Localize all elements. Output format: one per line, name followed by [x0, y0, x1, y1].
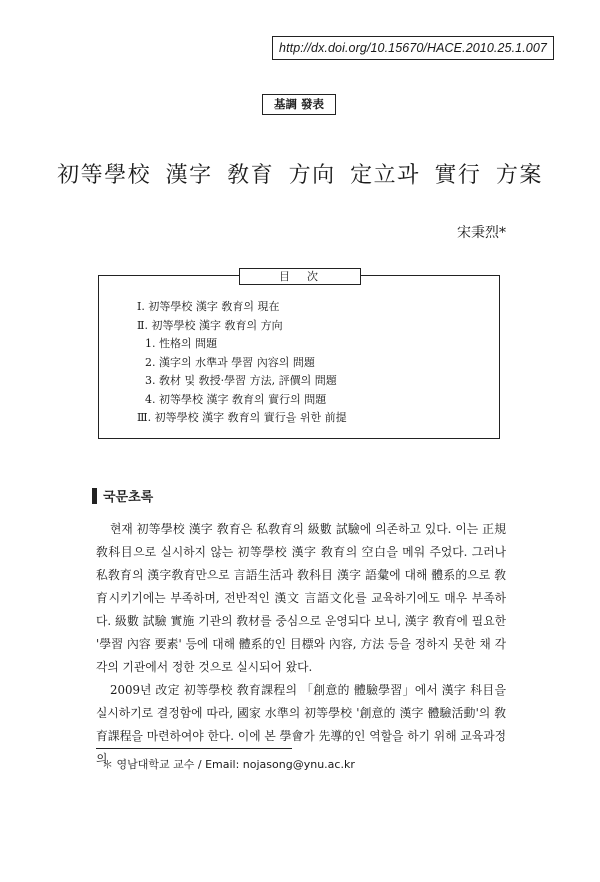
paper-title: 初等學校 漢字 敎育 方向 定立과 實行 方案 [57, 163, 543, 188]
article-type-label: 基調 發表 [262, 94, 336, 115]
abstract-heading [92, 486, 153, 505]
author-footnote: ＊ 영남대학교 교수 / Email: nojasong@ynu.ac.kr [102, 758, 355, 771]
toc-list [137, 298, 347, 428]
heading-bar-marker [92, 488, 97, 504]
toc-subitem: 4. 初等學校 漢字 敎育의 實行의 問題 [145, 392, 327, 406]
abstract-body [96, 518, 506, 771]
toc-subitem: 3. 敎材 및 敎授·學習 方法, 評價의 問題 [145, 374, 337, 387]
toc-subitem: 2. 漢字의 水準과 學習 內容의 問題 [145, 355, 315, 369]
table-of-contents [98, 270, 500, 439]
toc-item: Ⅱ. 初等學校 漢字 敎育의 方向 [137, 318, 283, 332]
doi-link[interactable]: http://dx.doi.org/10.15670/HACE.2010.25.1.007 [272, 36, 554, 60]
abstract-paragraph: 현재 初等學校 漢字 敎育은 私敎育의 級數 試驗에 의존하고 있다. 이는 正規 敎科目으로 실시하지 않는 初等學校 漢字 敎育의 空白을 메워 주었다. 그러나 私敎育의 漢字敎育만으로 言語生活과 敎科目 漢字 語彙에 대해 體系的으로 敎育시키기에는 부족하며, 전반적인 漢文 言語文化를 교육하기에도 매우 부족하다. 級數 試驗 實施 기관의 敎材를 중심으로 운영되다 보니, 漢字 敎育에 필요한 '學習 內容 要素' 등에 대해 體系的인 目標와 內容, 方法 등을 정하지 못한 채 각각의 기관에서 정한 것으로 실시되어 왔다. [96, 522, 506, 674]
footnote-divider [96, 748, 292, 749]
abstract-paragraph: 2009년 改定 初等學校 敎育課程의 「創意的 體驗學習」에서 漢字 科目을 실시하기로 결정함에 따라, 國家 水準의 初等學校 '創意的 漢字 體驗活動'의 敎育課程을 마련하여야 한다. 이에 본 學會가 先導的인 역할을 하기 위해 교육과정의 [96, 683, 506, 766]
toc-item: Ⅰ. 初等學校 漢字 敎育의 現在 [137, 300, 280, 313]
toc-label: 目 次 [239, 268, 361, 285]
toc-item: Ⅲ. 初等學校 漢字 敎育의 實行을 위한 前提 [137, 411, 347, 424]
abstract-heading-text: 국문초록 [103, 490, 154, 505]
author-name: 宋秉烈* [457, 225, 506, 241]
toc-subitem: 1. 性格의 問題 [145, 337, 218, 350]
